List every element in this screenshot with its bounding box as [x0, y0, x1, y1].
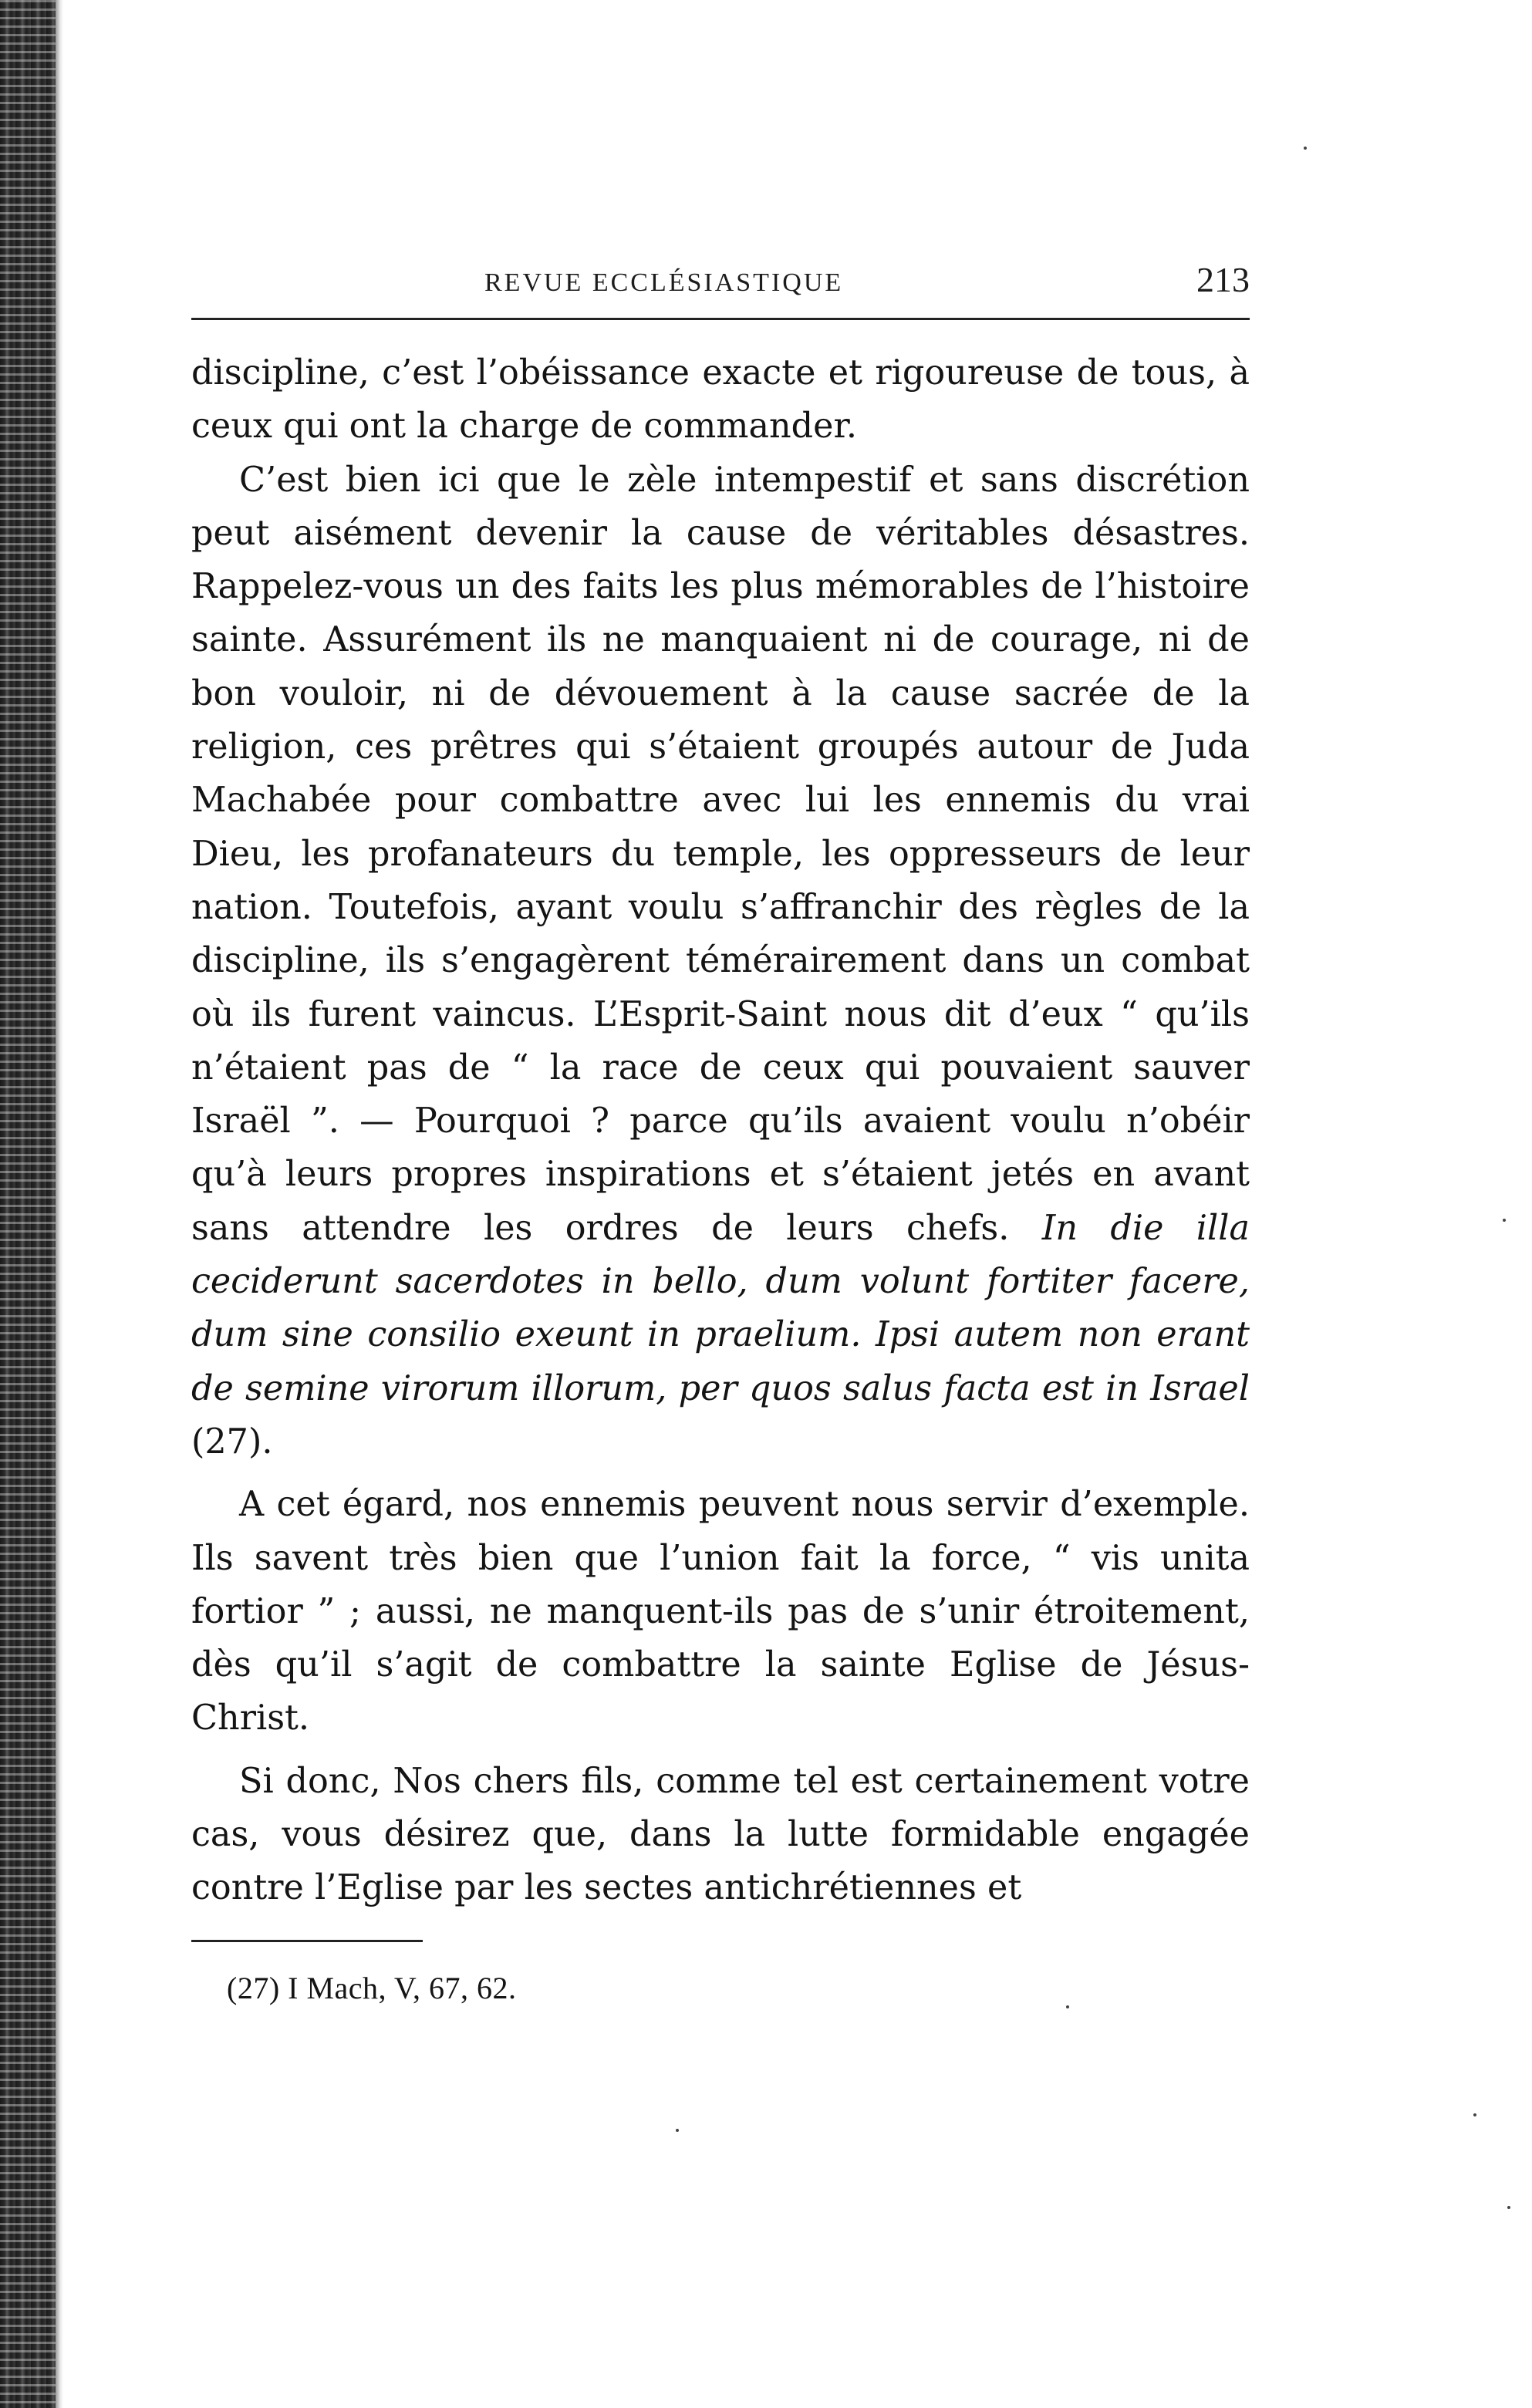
scan-speck	[1473, 2113, 1476, 2116]
scan-speck	[676, 2129, 679, 2132]
paragraph-zeal-text: C’est bien ici que le zèle intempestif et sans discrétion peut aisément devenir la cause de véritables désastres. Rappelez-vous un des faits les plus mémorables de l’histoire sainte. Assurément ils ne manquaient ni de courage, ni de bon vouloir, ni de dévouement à la cause sacrée de la religion, ces prêtres qui s’étaient groupés autour de Juda Machabée pour combattre avec lui les ennemis du vrai Dieu, les profanateurs du temple, les oppresseurs de leur nation. Toutefois, ayant voulu s’affranchir des règles de la discipline, ils s’engagèrent témérairement dans un combat où ils furent vaincus. L’Esprit-Saint nous dit d’eux “ qu’ils n’étaient pas de “ la race de ceux qui pouvaient sauver Israël ”. — Pourquoi ? parce qu’ils avaient voulu n’obéir qu’à leurs propres inspirations et s’étaient jetés en avant sans attendre les ordres de leurs chefs.	[191, 460, 1250, 1248]
page-number: 213	[1196, 260, 1250, 299]
running-title: REVUE ECCLÉSIASTIQUE	[484, 268, 844, 297]
scan-speck	[1304, 147, 1307, 150]
scan-speck	[1507, 2206, 1510, 2209]
running-header	[191, 255, 1250, 318]
header-rule	[191, 318, 1250, 320]
scanned-binding-edge	[0, 0, 56, 2408]
paragraph-dear-sons: Si donc, Nos chers fils, comme tel est certainement votre cas, vous désirez que, dans la lutte formidable engagée contre l’Eglise par les sectes antichrétiennes et	[191, 1761, 1250, 1908]
body-text	[191, 346, 1250, 1915]
latin-quotation: In die illa ceciderunt sacerdotes in bello, dum volunt fortiter facere, dum sine consilio exeunt in praelium. Ipsi autem non erant de semine virorum illorum, per quos salus facta est in Israel	[191, 1208, 1250, 1408]
footnote: (27) I Mach, V, 67, 62.	[227, 1970, 517, 2005]
paragraph-zeal	[191, 454, 1250, 1469]
binding-shadow	[56, 0, 63, 2408]
paragraph-continuation: discipline, c’est l’obéissance exacte et rigoureuse de tous, à ceux qui ont la charge de commander.	[191, 353, 1250, 447]
scan-speck	[1503, 1219, 1506, 1222]
scan-speck	[1066, 2005, 1069, 2008]
paragraph-enemies: A cet égard, nos ennemis peuvent nous servir d’exemple. Ils savent très bien que l’union fait la force, “ vis unita fortior ” ; aussi, ne manquent-ils pas de s’unir étroitement, dès qu’il s’agit de combattre la sainte Eglise de Jésus-Christ.	[191, 1485, 1250, 1739]
book-page	[191, 255, 1250, 2006]
footnote-rule	[191, 1940, 423, 1942]
footnote-reference: (27).	[191, 1422, 273, 1462]
